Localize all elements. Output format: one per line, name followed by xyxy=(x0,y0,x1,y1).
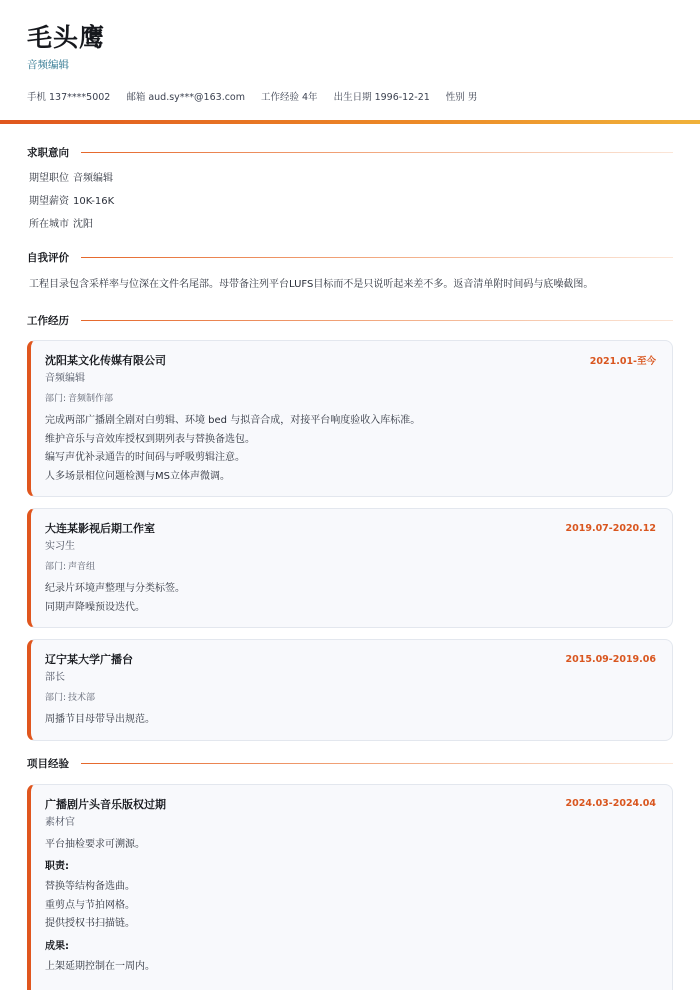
project-card xyxy=(27,784,673,990)
candidate-name: 毛头鹰 xyxy=(27,23,106,52)
section-work xyxy=(0,310,700,741)
work-role: 实习生 xyxy=(45,541,75,552)
work-bullet: 人多场景相位问题检测与MS立体声微调。 xyxy=(45,470,230,482)
work-date: 2021.01-至今 xyxy=(589,356,656,367)
project-duty: 重剪点与节拍网格。 xyxy=(45,899,135,911)
section-summary xyxy=(0,247,700,293)
section-title: 自我评价 xyxy=(27,247,673,267)
work-role: 音频编辑 xyxy=(45,373,85,384)
work-dept: 部门: 声音组 xyxy=(45,562,96,572)
work-date: 2019.07-2020.12 xyxy=(565,522,656,534)
section-title: 项目经验 xyxy=(27,754,673,774)
work-bullet: 完成两部广播剧全剧对白剪辑、环境 bed 与拟音合成，对接平台响度验收入库标准。 xyxy=(45,415,421,426)
intention-position: 期望职位 音频编辑 xyxy=(29,173,113,184)
work-bullet: 编写声优补录通告的时间码与呼吸剪辑注意。 xyxy=(45,452,245,463)
section-divider xyxy=(81,763,673,764)
work-bullet: 纪录片环境声整理与分类标签。 xyxy=(45,583,185,594)
header-accent-bar xyxy=(0,120,700,124)
project-duty: 提供授权书扫描链。 xyxy=(45,918,135,929)
contact-experience: 工作经验 4年 xyxy=(261,92,318,103)
work-dept: 部门: 技术部 xyxy=(45,693,96,703)
work-bullet: 维护音乐与音效库授权到期列表与替换备选包。 xyxy=(45,433,255,445)
candidate-role: 音频编辑 xyxy=(27,59,69,71)
project-duty: 替换等结构备选曲。 xyxy=(45,881,135,892)
contact-phone: 手机 137****5002 xyxy=(27,92,111,103)
work-card xyxy=(27,639,673,741)
project-date: 2024.03-2024.04 xyxy=(565,798,656,809)
intention-salary: 期望薪资 10K-16K xyxy=(29,196,115,207)
project-result-label: 成果: xyxy=(45,940,69,952)
work-dept: 部门: 音频制作部 xyxy=(45,394,114,404)
section-divider xyxy=(81,257,673,258)
work-date: 2015.09-2019.06 xyxy=(565,653,656,665)
work-bullet: 同期声降噪预设迭代。 xyxy=(45,601,145,613)
contact-birthdate: 出生日期 1996-12-21 xyxy=(333,92,430,103)
project-result: 上架延期控制在一周内。 xyxy=(45,960,155,972)
section-intention xyxy=(0,142,700,236)
company-name: 沈阳某文化传媒有限公司 xyxy=(45,354,166,367)
contact-gender: 性别 男 xyxy=(445,92,478,103)
section-divider xyxy=(81,320,673,321)
section-title: 工作经历 xyxy=(27,310,673,330)
intention-city: 所在城市 沈阳 xyxy=(29,219,93,230)
work-role: 部长 xyxy=(45,672,65,683)
project-duty-label: 职责: xyxy=(45,861,69,872)
project-desc: 平台抽检要求可溯源。 xyxy=(45,838,145,850)
company-name: 大连某影视后期工作室 xyxy=(45,522,155,535)
work-bullet: 周播节目母带导出规范。 xyxy=(45,714,155,725)
work-card xyxy=(27,340,673,497)
company-name: 辽宁某大学广播台 xyxy=(45,653,133,666)
section-divider xyxy=(81,152,673,153)
project-name: 广播剧片头音乐版权过期 xyxy=(45,797,166,811)
section-projects xyxy=(0,754,700,990)
work-card xyxy=(27,508,673,628)
resume-header xyxy=(0,0,700,122)
section-title: 求职意向 xyxy=(27,142,673,162)
summary-text: 工程目录包含采样率与位深在文件名尾部。母带备注列平台LUFS目标而不是只说听起来差不多。返音清单附时间码与底噪截图。 xyxy=(29,279,594,290)
contact-email: 邮箱 aud.sy***@163.com xyxy=(126,92,245,103)
contact-row xyxy=(27,89,673,103)
project-role: 素材官 xyxy=(45,816,75,828)
